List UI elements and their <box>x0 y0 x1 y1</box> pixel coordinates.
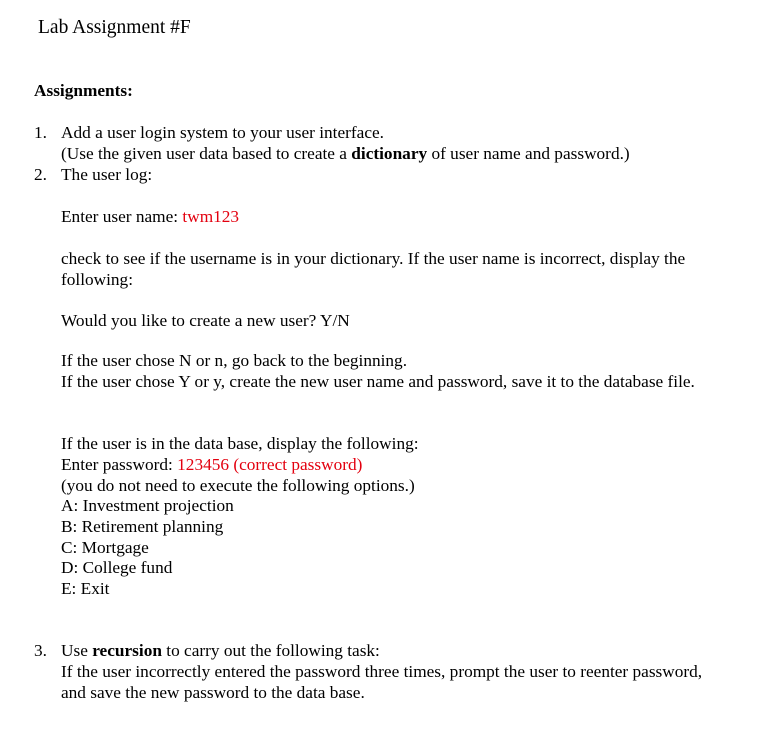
new-user-prompt: Would you like to create a new user? Y/N <box>61 311 350 330</box>
assignments-heading: Assignments: <box>34 81 133 100</box>
option-c: C: Mortgage <box>61 538 149 557</box>
item-3-number: 3. <box>34 641 47 660</box>
item-3-line-3: and save the new password to the data base. <box>61 683 365 702</box>
no-need-line: (you do not need to execute the following options.) <box>61 476 415 495</box>
in-database-line: If the user is in the data base, display the following: <box>61 434 419 453</box>
if-n-line: If the user chose N or n, go back to the beginning. <box>61 351 408 370</box>
item-1-number: 1. <box>34 123 47 142</box>
password-value: 123456 (correct password) <box>177 455 363 474</box>
document-title: Lab Assignment #F <box>38 17 191 38</box>
if-y-line: If the user chose Y or y, create the new user name and password, save it to the database file. <box>61 372 695 391</box>
option-d: D: College fund <box>61 558 173 577</box>
check-username-line-2: following: <box>61 270 134 289</box>
item-1-line-1: Add a user login system to your user interface. <box>61 123 384 142</box>
enter-password-line: Enter password: 123456 (correct password) <box>61 455 363 474</box>
item-2-number: 2. <box>34 165 47 184</box>
enter-user-name-line: Enter user name: twm123 <box>61 207 240 226</box>
option-a: A: Investment projection <box>61 496 234 515</box>
item-3-line-1: Use recursion to carry out the following task: <box>61 641 380 660</box>
check-username-line-1: check to see if the username is in your dictionary. If the user name is incorrect, display the <box>61 249 686 268</box>
user-name-value: twm123 <box>182 207 240 226</box>
recursion-keyword: recursion <box>92 641 162 660</box>
item-1-line-2: (Use the given user data based to create a dictionary of user name and password.) <box>61 144 630 163</box>
item-2-line-1: The user log: <box>61 165 153 184</box>
option-e: E: Exit <box>61 579 110 598</box>
option-b: B: Retirement planning <box>61 517 224 536</box>
dictionary-keyword: dictionary <box>351 144 428 163</box>
item-3-line-2: If the user incorrectly entered the password three times, prompt the user to reenter password, <box>61 662 703 681</box>
